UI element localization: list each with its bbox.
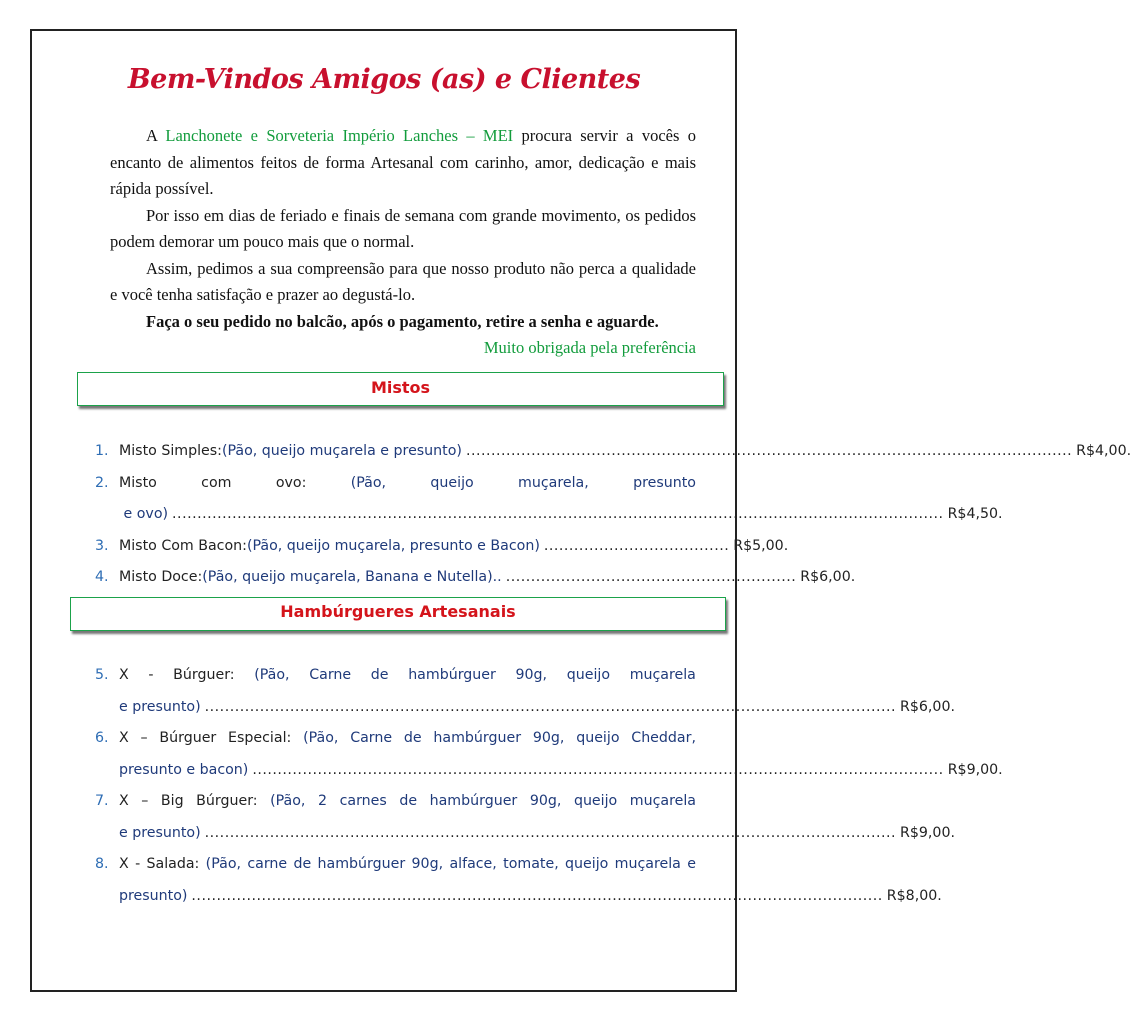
item-description: (Pão, queijo muçarela, presunto e Bacon) <box>246 537 540 554</box>
menu-item <box>95 786 955 849</box>
dot-leader: .......................................................................................................................................................... <box>172 506 944 522</box>
page-title: Bem-Vindos Amigos (as) e Clientes <box>127 64 641 95</box>
item-line <box>119 562 856 594</box>
intro-paragraph-2: Por isso em dias de feriado e finais de semana com grande movimento, os pedidos podem demorar um pouco mais que o normal. <box>110 205 696 251</box>
item-line: X - Búrguer: (Pão, Carne de hambúrguer 90g, queijo muçarela <box>119 667 696 683</box>
item-name: Misto Simples: <box>119 443 222 459</box>
item-number: 5. <box>95 667 109 683</box>
item-price: R$4,50. <box>947 506 1003 522</box>
section-header-hamburgueres: Hambúrgueres Artesanais <box>70 597 726 631</box>
dot-leader: ......................................................................................................................... <box>465 443 1073 459</box>
item-line <box>119 531 789 563</box>
item-line: e ovo) .......................................................................................................................................................... R$4,50. <box>119 499 696 531</box>
item-number: 7. <box>95 793 109 809</box>
item-number: 4. <box>95 569 109 585</box>
intro-text <box>110 123 696 362</box>
item-price: R$4,00. <box>1076 443 1131 459</box>
intro-p1-start: A <box>146 126 166 145</box>
item-number: 3. <box>95 537 109 554</box>
menu-list-mistos <box>95 436 1131 594</box>
item-line: X - Salada: (Pão, carne de hambúrguer 90g, alface, tomate, queijo muçarela e <box>119 856 696 872</box>
dot-leader: ..................................... <box>543 537 730 554</box>
item-line: e presunto) .......................................................................................................................................... R$9,00. <box>119 818 696 850</box>
item-line: e presunto) .......................................................................................................................................... R$6,00. <box>119 692 696 724</box>
item-number: 2. <box>95 474 109 491</box>
item-name: Misto Com Bacon: <box>119 537 247 554</box>
business-name: Lanchonete e Sorveteria Império Lanches – MEI <box>165 126 514 145</box>
intro-p1-end: procura servir a vocês o encanto de alimentos feitos de forma Artesanal com carinho, amor, dedicação e mais rápida possível. <box>110 126 696 198</box>
dot-leader: .......................................................................................................................................... <box>191 887 883 904</box>
item-description: (Pão, queijo muçarela, Banana e Nutella).. <box>202 569 502 585</box>
item-number: 8. <box>95 856 109 872</box>
item-line: presunto) .......................................................................................................................................... R$8,00. <box>119 881 696 913</box>
intro-paragraph-1 <box>110 123 696 203</box>
item-name: Misto Doce: <box>119 569 203 585</box>
menu-item <box>95 436 1131 468</box>
item-price: R$8,00. <box>886 887 942 904</box>
dot-leader: .......................................................... <box>505 569 797 585</box>
item-line: Misto com ovo: (Pão, queijo muçarela, presunto <box>119 474 696 491</box>
dot-leader: .......................................................................................................................................... <box>204 824 897 841</box>
item-line: presunto e bacon) .......................................................................................................................................... R$9,00. <box>119 755 696 787</box>
dot-leader: .......................................................................................................................................... <box>204 698 897 715</box>
item-price: R$6,00. <box>900 698 955 715</box>
thanks-line: Muito obrigada pela preferência <box>483 338 696 357</box>
order-instructions: Faça o seu pedido no balcão, após o pagamento, retire a senha e aguarde. <box>146 311 659 331</box>
intro-paragraph-3: Assim, pedimos a sua compreensão para que nosso produto não perca a qualidade e você tenha satisfação e prazer ao degustá-lo. <box>110 258 696 304</box>
menu-item <box>95 660 955 723</box>
menu-item <box>95 723 1003 786</box>
menu-item <box>95 562 856 594</box>
item-line: X – Búrguer Especial: (Pão, Carne de hambúrguer 90g, queijo Cheddar, <box>119 730 696 746</box>
menu-item <box>95 849 942 912</box>
item-price: R$6,00. <box>800 569 856 585</box>
item-price: R$9,00. <box>947 761 1003 778</box>
menu-list-hamburgueres <box>95 660 1003 912</box>
dot-leader: .......................................................................................................................................... <box>252 761 944 778</box>
item-number: 6. <box>95 730 109 746</box>
item-number: 1. <box>95 443 109 459</box>
item-line: X – Big Búrguer: (Pão, 2 carnes de hambúrguer 90g, queijo muçarela <box>119 793 696 809</box>
item-price: R$9,00. <box>900 824 955 841</box>
item-price: R$5,00. <box>733 537 789 554</box>
menu-item <box>95 468 1003 531</box>
section-header-mistos: Mistos <box>77 372 724 406</box>
item-description: (Pão, queijo muçarela e presunto) <box>221 443 462 459</box>
item-line <box>119 436 1131 468</box>
menu-item <box>95 531 789 563</box>
